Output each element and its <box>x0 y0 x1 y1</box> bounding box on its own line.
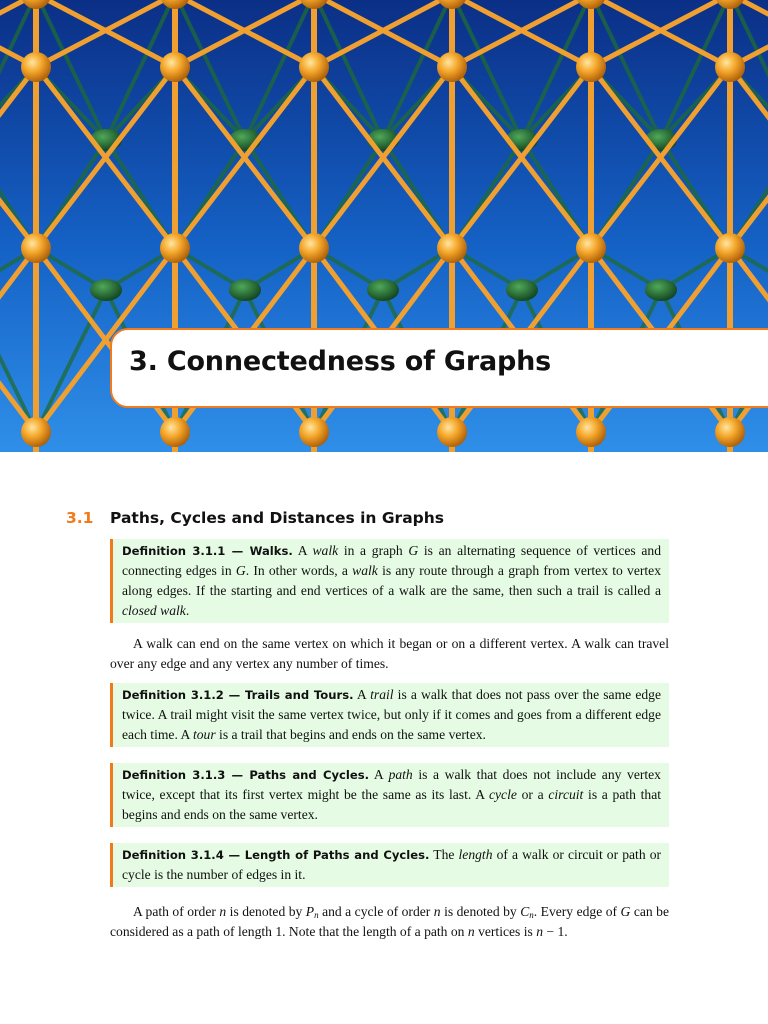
lattice-node-back <box>367 279 399 301</box>
italic-term: n <box>536 924 543 939</box>
italic-term: G <box>235 563 246 578</box>
italic-term: circuit <box>548 787 584 802</box>
text-run: is any route through a graph from vertex to vertex along edges. If the starting and end vertices of a walk are the same, then such a trail is called a <box>122 563 662 598</box>
text-run: . In other words, a <box>245 563 353 578</box>
lattice-node-front <box>21 233 51 263</box>
lattice-node-front <box>299 417 329 447</box>
text-run: and a cycle of order <box>318 904 434 919</box>
text-run: is a path that begins and ends on the same vertex. <box>122 787 662 822</box>
text-run: A path of order <box>133 904 220 919</box>
paragraph-walk-note <box>110 634 669 674</box>
lattice-node-front <box>299 52 329 82</box>
text-run: is denoted by <box>440 904 521 919</box>
lattice-node-front <box>299 233 329 263</box>
italic-term: cycle <box>488 787 517 802</box>
lattice-node-front <box>437 233 467 263</box>
italic-term: path <box>388 767 413 782</box>
text-run: A <box>369 767 389 782</box>
lattice-node-front <box>160 233 190 263</box>
lattice-node-front <box>576 233 606 263</box>
lattice-node-front <box>437 417 467 447</box>
definition-heading: Definition 3.1.1 — Walks. <box>122 544 293 558</box>
italic-term: length <box>458 847 493 862</box>
text-run: A <box>353 687 371 702</box>
definition-heading: Definition 3.1.4 — Length of Paths and Cycles. <box>122 848 430 862</box>
text-run: is an alternating sequence of vertices and connecting edges in <box>122 543 661 578</box>
italic-term: tour <box>192 727 216 742</box>
lattice-node-front <box>21 52 51 82</box>
italic-term: n <box>433 904 441 919</box>
text-run: or a <box>516 787 549 802</box>
italic-term: G <box>620 904 631 919</box>
text-run: is a walk that does not include any vertex twice, except that its first vertex might be the same as its last. A <box>122 767 661 802</box>
lattice-node-front <box>21 417 51 447</box>
lattice-node-front <box>160 417 190 447</box>
italic-term: trail <box>370 687 394 702</box>
italic-term: G <box>408 543 419 558</box>
italic-term: n <box>219 904 227 919</box>
definition-heading: Definition 3.1.3 — Paths and Cycles. <box>122 768 370 782</box>
text-run: . <box>185 603 190 618</box>
lattice-node-front <box>715 417 745 447</box>
text-run: vertices is <box>474 924 537 939</box>
text-run: − 1. <box>543 924 568 939</box>
text-run: is a walk that does not pass over the same edge twice. A trail might visit the same vertex twice, but only if it comes and goes from a different edge each time. A <box>122 687 661 742</box>
lattice-node-back <box>506 279 538 301</box>
definition-length-of-paths <box>110 843 669 887</box>
text-run: of a walk or circuit or path or cycle is the number of edges in it. <box>122 847 662 882</box>
subscript: n <box>314 910 319 920</box>
definition-trails-and-tours <box>110 683 669 747</box>
text-run: A walk can end on the same vertex on which it began or on a different vertex. A walk can travel over any edge and any vertex any number of times. <box>110 636 669 671</box>
section-number: 3.1 <box>66 509 94 527</box>
italic-term: walk <box>312 543 339 558</box>
italic-term: walk <box>352 563 378 578</box>
italic-term: P <box>305 904 315 919</box>
subscript: n <box>529 910 534 920</box>
text-run: in a graph <box>338 543 409 558</box>
paragraph-path-notation <box>110 902 669 942</box>
section-heading <box>66 509 444 527</box>
lattice-node-front <box>715 52 745 82</box>
lattice-node-front <box>576 417 606 447</box>
text-run: can be considered as a path of length 1. Note that the length of a path on <box>110 904 669 939</box>
italic-term: C <box>520 904 530 919</box>
lattice-node-back <box>645 279 677 301</box>
lattice-node-front <box>715 233 745 263</box>
italic-term: closed walk <box>122 603 186 618</box>
text-run: is a trail that begins and ends on the same vertex. <box>215 727 486 742</box>
section-title: Paths, Cycles and Distances in Graphs <box>110 509 445 527</box>
chapter-title: 3. Connectedness of Graphs <box>129 346 552 377</box>
italic-term: n <box>467 924 475 939</box>
definition-walks <box>110 539 669 623</box>
lattice-node-back <box>229 279 261 301</box>
text-run: . Every edge of <box>533 904 621 919</box>
lattice-node-front <box>437 52 467 82</box>
lattice-node-back <box>90 279 122 301</box>
text-run: The <box>429 847 459 862</box>
text-run: A <box>292 543 313 558</box>
definition-heading: Definition 3.1.2 — Trails and Tours. <box>122 688 354 702</box>
definition-paths-and-cycles <box>110 763 669 827</box>
lattice-node-front <box>160 52 190 82</box>
text-run: is denoted by <box>226 904 306 919</box>
lattice-node-front <box>576 52 606 82</box>
